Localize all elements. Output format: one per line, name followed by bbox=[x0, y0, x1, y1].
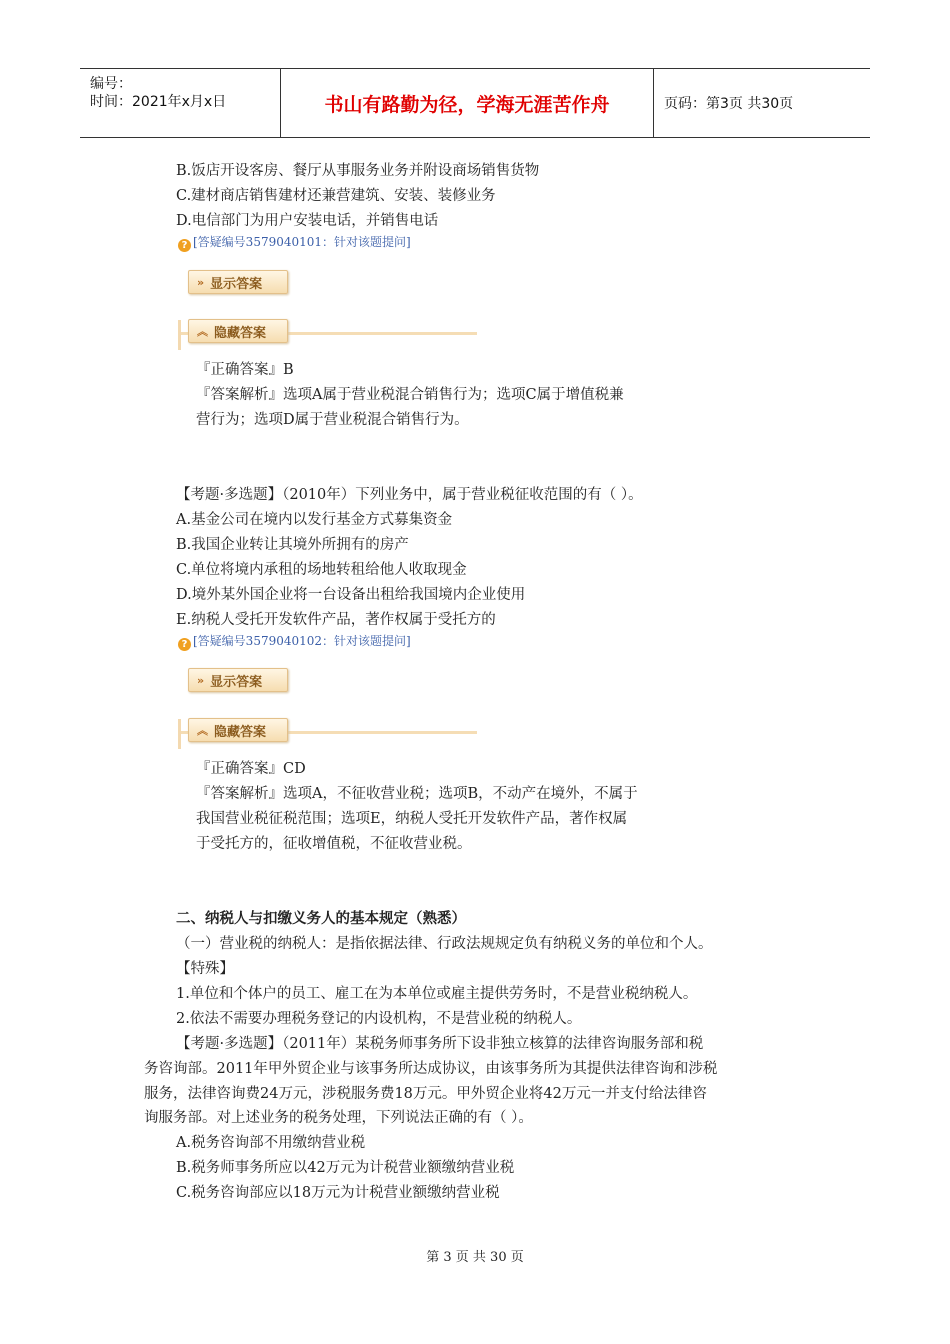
q2-show-answer-button[interactable] bbox=[188, 668, 288, 692]
q1-hide-answer-button[interactable] bbox=[188, 319, 288, 343]
q2-faq-text: [答疑编号3579040102：针对该题提问] bbox=[193, 634, 411, 648]
q2-faq-link[interactable] bbox=[178, 632, 411, 651]
header-page-info: 页码：第3页 共30页 bbox=[664, 96, 794, 112]
q2-correct-answer: 『正确答案』CD bbox=[196, 761, 306, 777]
special-item-1: 1.单位和个体户的员工、雇工在为本单位或雇主提供劳务时，不是营业税纳税人。 bbox=[176, 986, 698, 1002]
number-label: 编号： bbox=[90, 76, 132, 92]
q3-stem-line-4: 询服务部。对上述业务的税务处理，下列说法正确的有（ ）。 bbox=[144, 1110, 533, 1126]
q1-show-answer-button[interactable] bbox=[188, 270, 288, 294]
double-chevron-right-icon: » bbox=[197, 673, 205, 687]
q1-hide-answer-label: 隐藏答案 bbox=[214, 325, 267, 341]
q1-hide-answer-bar bbox=[178, 320, 181, 350]
q1-faq-link[interactable] bbox=[178, 233, 411, 252]
q2-stem: 【考题·多选题】（2010年）下列业务中，属于营业税征收范围的有（ ）。 bbox=[176, 487, 643, 503]
q2-analysis-line-3: 于受托方的，征收增值税，不征收营业税。 bbox=[196, 836, 472, 852]
q1-correct-answer: 『正确答案』B bbox=[196, 362, 294, 378]
header-meta bbox=[80, 69, 281, 137]
q2-option-d: D.境外某外国企业将一台设备出租给我国境内企业使用 bbox=[176, 587, 526, 603]
page-footer: 第 3 页 共 30 页 bbox=[426, 1250, 524, 1265]
q1-option-b: B.饭店开设客房、餐厅从事服务业务并附设商场销售货物 bbox=[176, 163, 540, 179]
q2-option-c: C.单位将境内承租的场地转租给他人收取现金 bbox=[176, 562, 467, 578]
q3-option-c: C.税务咨询部应以18万元为计税营业额缴纳营业税 bbox=[176, 1185, 500, 1201]
q2-hide-answer-button[interactable] bbox=[188, 718, 288, 742]
q1-faq-text: [答疑编号3579040101：针对该题提问] bbox=[193, 235, 411, 249]
q2-hide-answer-bar bbox=[178, 719, 181, 749]
q1-option-c: C.建材商店销售建材还兼营建筑、安装、装修业务 bbox=[176, 188, 496, 204]
double-chevron-up-icon: ︽ bbox=[197, 724, 208, 737]
q2-option-b: B.我国企业转让其境外所拥有的房产 bbox=[176, 537, 409, 553]
section-paragraph-1: （一）营业税的纳税人：是指依据法律、行政法规规定负有纳税义务的单位和个人。 bbox=[176, 936, 713, 952]
q3-stem-line-1: 【考题·多选题】（2011年）某税务师事务所下设非独立核算的法律咨询服务部和税 bbox=[176, 1036, 704, 1052]
q3-option-a: A.税务咨询部不用缴纳营业税 bbox=[176, 1135, 366, 1151]
page-header bbox=[80, 68, 870, 138]
q3-stem-line-3: 服务，法律咨询费24万元，涉税服务费18万元。甲外贸企业将42万元一并支付给法律咨 bbox=[144, 1086, 707, 1102]
q2-analysis-line-1: 『答案解析』选项A，不征收营业税；选项B，不动产在境外，不属于 bbox=[196, 786, 638, 802]
q2-option-a: A.基金公司在境内以发行基金方式募集资金 bbox=[176, 512, 453, 528]
q3-option-b: B.税务师事务所应以42万元为计税营业额缴纳营业税 bbox=[176, 1160, 515, 1176]
header-motto: 书山有路勤为径，学海无涯苦作舟 bbox=[281, 69, 654, 137]
q1-analysis-line-1: 『答案解析』选项A属于营业税混合销售行为；选项C属于增值税兼 bbox=[196, 387, 624, 403]
q2-analysis-line-2: 我国营业税征税范围；选项E，纳税人受托开发软件产品，著作权属 bbox=[196, 811, 628, 827]
special-label: 【特殊】 bbox=[176, 961, 234, 977]
q2-hide-answer-label: 隐藏答案 bbox=[214, 724, 267, 740]
special-item-2: 2.依法不需要办理税务登记的内设机构，不是营业税的纳税人。 bbox=[176, 1011, 582, 1027]
q2-show-answer-label: 显示答案 bbox=[210, 674, 263, 690]
q3-stem-line-2: 务咨询部。2011年甲外贸企业与该事务所达成协议，由该事务所为其提供法律咨询和涉税 bbox=[144, 1061, 718, 1077]
double-chevron-up-icon: ︽ bbox=[197, 325, 208, 338]
question-icon: ? bbox=[178, 239, 191, 252]
question-icon: ? bbox=[178, 638, 191, 651]
section-heading: 二、纳税人与扣缴义务人的基本规定（熟悉） bbox=[176, 910, 466, 927]
q1-option-d: D.电信部门为用户安装电话，并销售电话 bbox=[176, 213, 439, 229]
q2-option-e: E.纳税人受托开发软件产品，著作权属于受托方的 bbox=[176, 612, 496, 628]
double-chevron-right-icon: » bbox=[197, 275, 205, 289]
time-label: 时间：2021年x月x日 bbox=[90, 94, 227, 110]
q1-show-answer-label: 显示答案 bbox=[210, 276, 263, 292]
q1-analysis-line-2: 营行为；选项D属于营业税混合销售行为。 bbox=[196, 412, 469, 428]
